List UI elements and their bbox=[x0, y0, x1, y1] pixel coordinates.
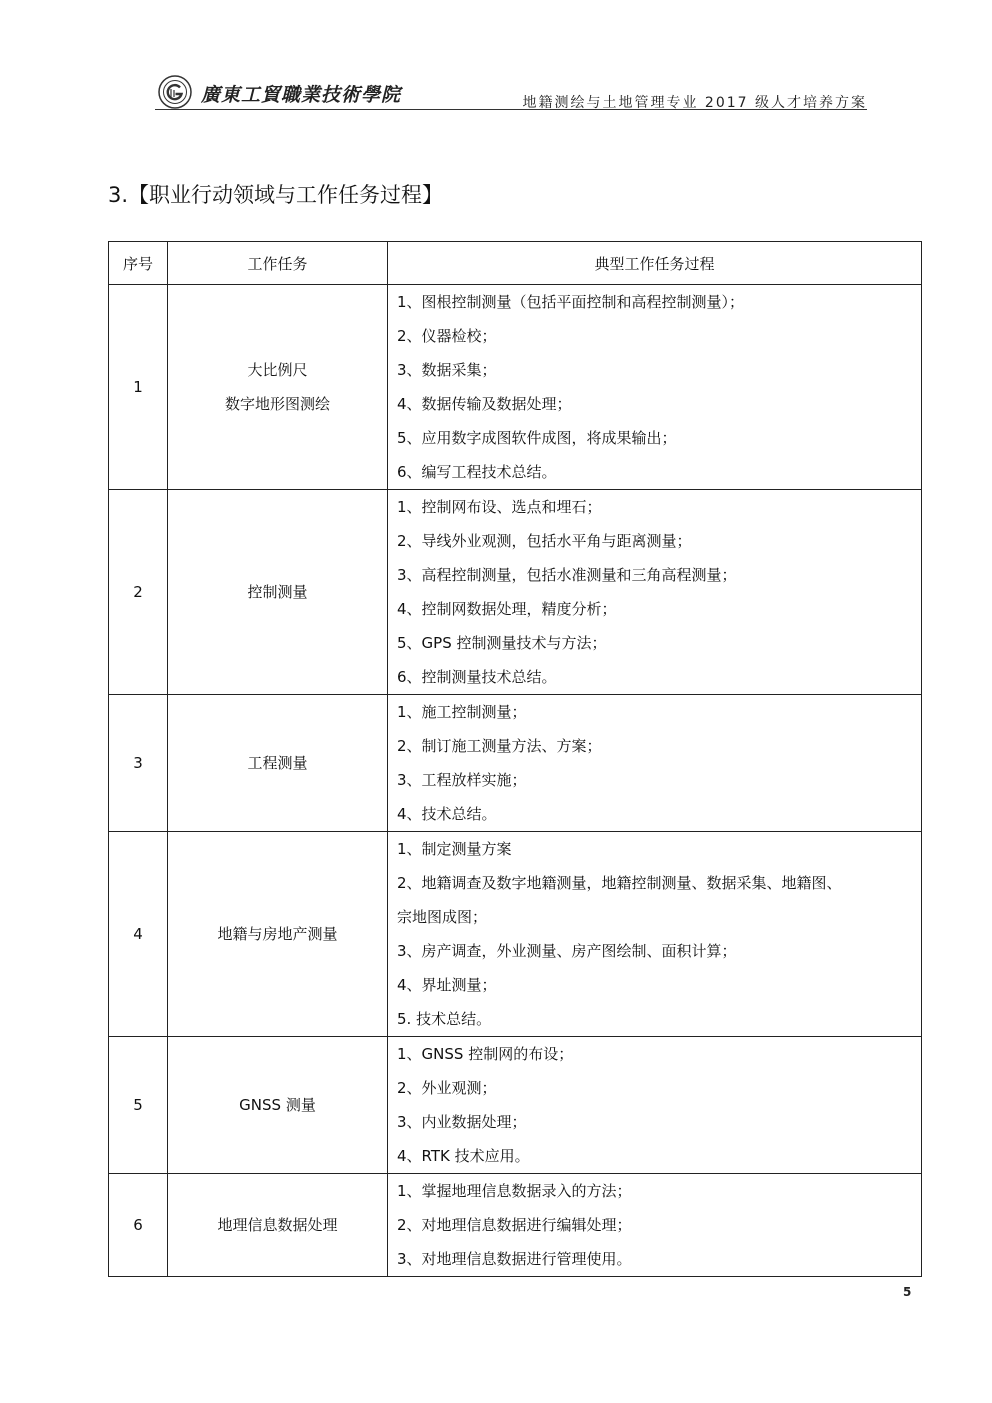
page-number: 5 bbox=[903, 1285, 912, 1299]
row-number: 6 bbox=[109, 1174, 168, 1277]
task-process bbox=[388, 695, 922, 832]
process-step: 3、工程放样实施； bbox=[397, 771, 527, 789]
task-name-line: 大比例尺 bbox=[247, 361, 308, 379]
process-step: 4、界址测量； bbox=[397, 976, 497, 994]
column-header-task: 工作任务 bbox=[168, 242, 388, 285]
table-row bbox=[109, 1174, 922, 1277]
process-step: 1、GNSS 控制网的布设； bbox=[397, 1045, 574, 1063]
column-header-number: 序号 bbox=[109, 242, 168, 285]
process-step: 3、高程控制测量，包括水准测量和三角高程测量； bbox=[397, 566, 737, 584]
row-number: 4 bbox=[109, 832, 168, 1037]
process-step: 4、技术总结。 bbox=[397, 805, 497, 823]
task-process bbox=[388, 1037, 922, 1174]
row-number: 5 bbox=[109, 1037, 168, 1174]
task-name bbox=[168, 832, 388, 1037]
table-row bbox=[109, 490, 922, 695]
task-process bbox=[388, 490, 922, 695]
task-process bbox=[388, 285, 922, 490]
task-name bbox=[168, 490, 388, 695]
process-step: 1、控制网布设、选点和埋石； bbox=[397, 498, 602, 516]
process-step: 5. 技术总结。 bbox=[397, 1010, 492, 1028]
process-step: 3、数据采集； bbox=[397, 361, 497, 379]
column-header-process: 典型工作任务过程 bbox=[388, 242, 922, 285]
process-step: 5、GPS 控制测量技术与方法； bbox=[397, 634, 607, 652]
process-step: 1、掌握地理信息数据录入的方法； bbox=[397, 1182, 632, 1200]
process-step: 2、导线外业观测，包括水平角与距离测量； bbox=[397, 532, 692, 550]
task-name-line: 数字地形图测绘 bbox=[224, 395, 330, 413]
task-name-line: 工程测量 bbox=[247, 754, 308, 772]
process-step: 5、应用数字成图软件成图，将成果输出； bbox=[397, 429, 677, 447]
task-name bbox=[168, 695, 388, 832]
document-title: 地籍测绘与土地管理专业 2017 级人才培养方案 bbox=[522, 95, 867, 111]
table-row bbox=[109, 695, 922, 832]
process-step: 1、图根控制测量（包括平面控制和高程控制测量）； bbox=[397, 293, 745, 311]
process-step: 2、对地理信息数据进行编辑处理； bbox=[397, 1216, 632, 1234]
process-step: 2、仪器检校； bbox=[397, 327, 497, 345]
table-row bbox=[109, 285, 922, 490]
task-process bbox=[388, 832, 922, 1037]
section-heading: 3.【职业行动领域与工作任务过程】 bbox=[108, 183, 444, 207]
process-step: 2、制订施工测量方法、方案； bbox=[397, 737, 602, 755]
row-number: 3 bbox=[109, 695, 168, 832]
process-step: 1、施工控制测量； bbox=[397, 703, 527, 721]
page-header bbox=[155, 70, 867, 110]
row-number: 1 bbox=[109, 285, 168, 490]
process-step: 2、外业观测； bbox=[397, 1079, 497, 1097]
task-name bbox=[168, 285, 388, 490]
school-logo-icon bbox=[158, 75, 192, 109]
process-step: 4、控制网数据处理，精度分析； bbox=[397, 600, 617, 618]
process-step: 3、房产调查，外业测量、房产图绘制、面积计算； bbox=[397, 942, 737, 960]
task-name-line: GNSS 测量 bbox=[239, 1096, 316, 1114]
table-row bbox=[109, 832, 922, 1037]
process-step: 6、编写工程技术总结。 bbox=[397, 463, 557, 481]
table-row bbox=[109, 1037, 922, 1174]
task-name bbox=[168, 1037, 388, 1174]
process-step: 6、控制测量技术总结。 bbox=[397, 668, 557, 686]
process-step: 2、地籍调查及数字地籍测量，地籍控制测量、数据采集、地籍图、 bbox=[397, 874, 842, 892]
task-name bbox=[168, 1174, 388, 1277]
process-step: 3、内业数据处理； bbox=[397, 1113, 527, 1131]
process-step: 1、制定测量方案 bbox=[397, 840, 512, 858]
task-name-line: 地理信息数据处理 bbox=[217, 1216, 338, 1234]
task-process bbox=[388, 1174, 922, 1277]
task-name-line: 控制测量 bbox=[247, 583, 308, 601]
process-step: 4、数据传输及数据处理； bbox=[397, 395, 572, 413]
work-task-table bbox=[108, 241, 922, 1277]
row-number: 2 bbox=[109, 490, 168, 695]
task-name-line: 地籍与房地产测量 bbox=[217, 925, 338, 943]
process-step: 4、RTK 技术应用。 bbox=[397, 1147, 530, 1165]
school-name: 廣東工貿職業技術學院 bbox=[201, 84, 402, 106]
process-step: 宗地图成图； bbox=[397, 908, 488, 926]
header-rule bbox=[155, 109, 867, 110]
table-header-row bbox=[109, 242, 922, 285]
process-step: 3、对地理信息数据进行管理使用。 bbox=[397, 1250, 632, 1268]
